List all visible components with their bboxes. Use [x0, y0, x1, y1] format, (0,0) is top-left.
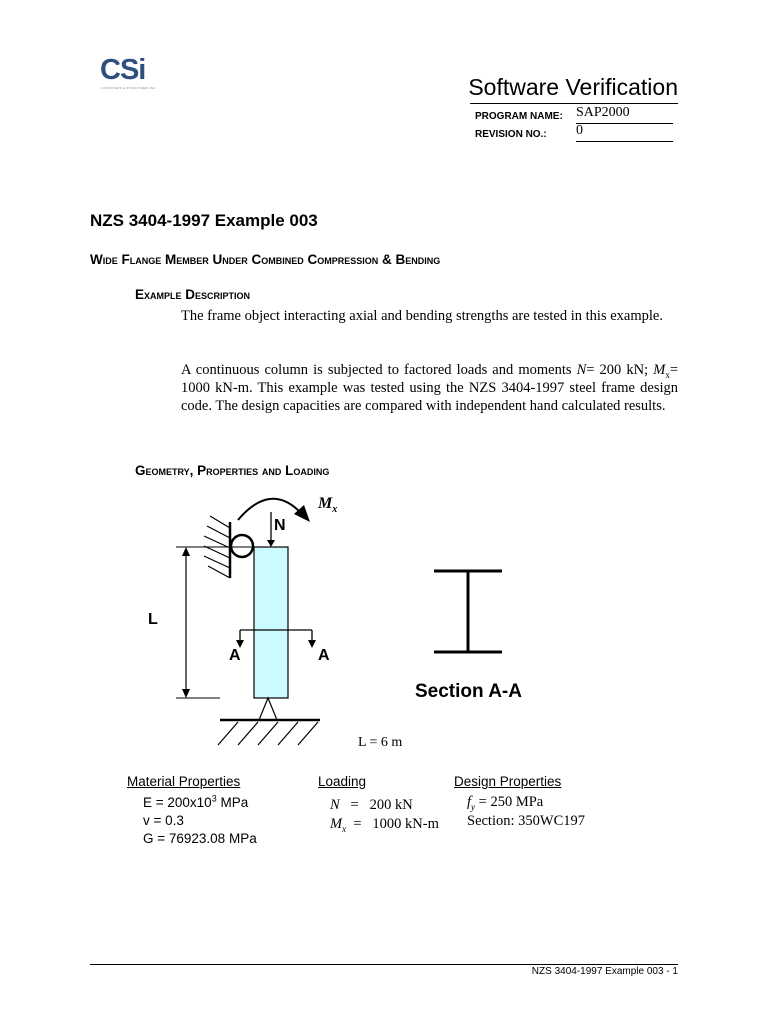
loading-moment: $M_x = 1000$ kN-m	[330, 816, 439, 834]
loading-axial: N = 200 kN	[330, 797, 413, 813]
section-cut-right-arrowhead	[308, 640, 316, 648]
loading-heading: Loading	[318, 774, 367, 789]
program-name-label: PROGRAM NAME:	[475, 111, 563, 122]
column-member	[254, 547, 288, 698]
material-modulus: $E = 200x10^3$ MPa	[143, 793, 249, 810]
section-cut-label-left: A	[229, 647, 241, 664]
design-section: Section: 350WC197	[467, 813, 586, 829]
header-rule	[470, 103, 678, 104]
design-properties-heading: Design Properties	[454, 774, 562, 789]
section-cut-label-right: A	[318, 647, 330, 664]
pin-support	[259, 698, 277, 720]
length-value: L = 6 m	[358, 735, 403, 750]
length-dim-arrow-bottom	[182, 689, 190, 698]
document-title: NZS 3404-1997 Example 003	[90, 211, 318, 230]
footer-page-label: NZS 3404-1997 Example 003 - 1	[531, 966, 678, 977]
footer-rule	[90, 964, 678, 965]
company-logo-subtext: COMPUTERS & STRUCTURES INC.	[101, 86, 157, 90]
revision-underline	[576, 141, 673, 142]
material-poisson: v = 0.3	[143, 813, 184, 828]
column-diagram	[0, 490, 768, 760]
document-subtitle: Wide Flange Member Under Combined Compression & Bending	[90, 252, 441, 267]
program-name-underline	[576, 123, 673, 124]
axial-load-label: N	[274, 517, 286, 534]
material-properties-heading: Material Properties	[127, 774, 241, 789]
moment-label: $M_x$	[318, 495, 338, 516]
section-heading-description: Example Description	[135, 287, 251, 302]
length-dim-arrow-top	[182, 547, 190, 556]
i-section-shape	[434, 571, 502, 652]
ground-hatch	[218, 722, 318, 745]
description-paragraph-1: The frame object interacting axial and bending strengths are tested in this example.	[181, 308, 663, 324]
revision-value: 0	[576, 123, 583, 138]
material-shear-modulus: G = 76923.08 MPa	[143, 831, 257, 846]
program-name-value: SAP2000	[576, 105, 630, 120]
section-aa-label: Section A-A	[415, 681, 522, 702]
design-yield-strength: $f_y = 250$ MPa	[467, 794, 544, 812]
revision-label: REVISION NO.:	[475, 129, 547, 140]
roller-circle	[231, 535, 253, 557]
header-title: Software Verification	[468, 74, 678, 100]
length-label: L	[148, 611, 158, 628]
company-logo: CSi	[100, 54, 146, 86]
section-heading-geometry: Geometry, Properties and Loading	[135, 463, 330, 478]
description-paragraph-2: A continuous column is subjected to factored loads and moments N= 200 kN; $M_x= 1000$ kN-m. This example was tested using the NZS 3404-1997 steel frame design code. The design capacities are compared with independent hand calculated results.	[181, 362, 678, 414]
axial-load-arrowhead	[267, 540, 275, 547]
moment-arrow	[238, 499, 300, 520]
